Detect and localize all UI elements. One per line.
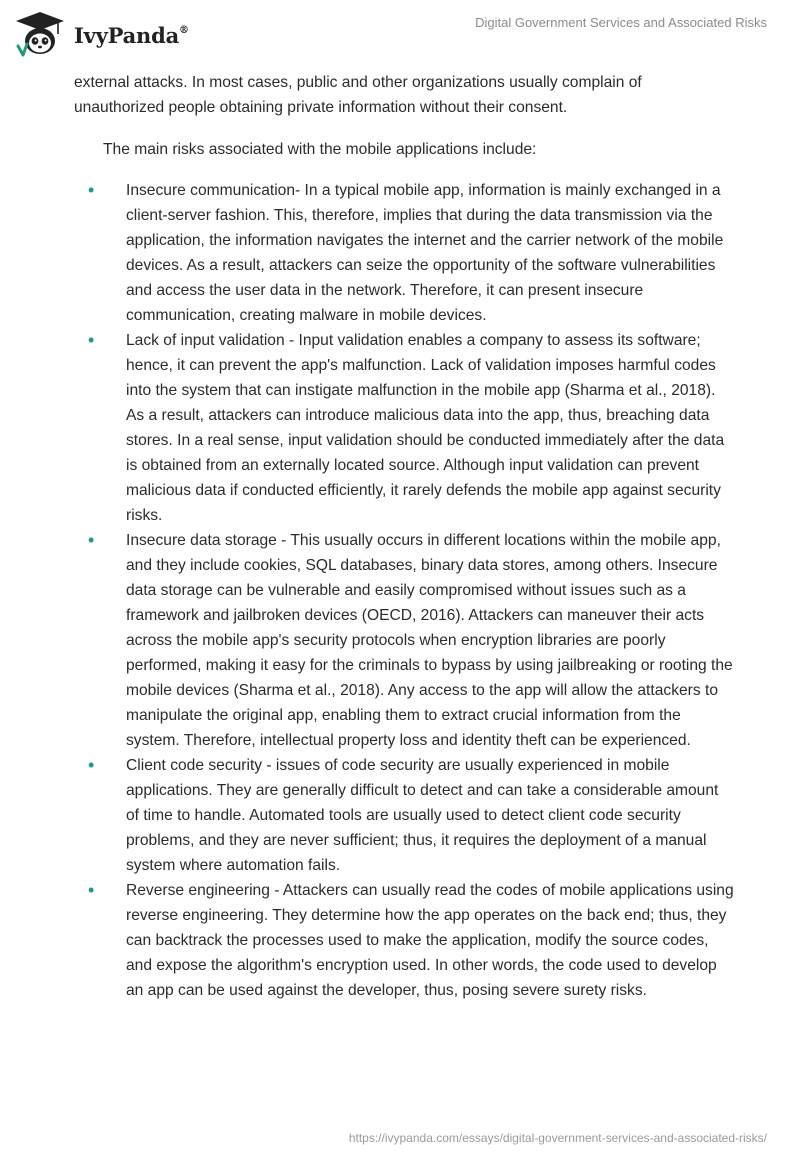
bullet-icon: • <box>88 755 95 775</box>
page-header <box>0 0 800 66</box>
bullet-icon: • <box>88 180 95 200</box>
document-title: Digital Government Services and Associated Risks <box>475 15 767 30</box>
intro-paragraph: external attacks. In most cases, public and other organizations usually complain of unauthorized people obtaining private information without their consent. <box>74 74 642 116</box>
list-item <box>74 878 734 1003</box>
brand-name: IvyPanda® <box>74 22 189 48</box>
list-item-text: Reverse engineering - Attackers can usually read the codes of mobile applications using reverse engineering. They determine how the app operates on the back end; thus, they can backtrack the processes used to make the application, modify the source codes, and expose the algorithm's encryption used. In other words, the code used to develop an app can be used against the developer, thus, posing severe surety risks. <box>126 882 734 999</box>
bullet-icon: • <box>88 880 95 900</box>
list-item <box>74 328 734 528</box>
list-item-text: Insecure data storage - This usually occurs in different locations within the mobile app, and they include cookies, SQL databases, binary data stores, among others. Insecure data storage can be vulnerable and easily compromised without issues such as a framework and jailbroken devices (OECD, 2016). Attackers can maneuver their acts across the mobile app's security protocols when encryption libraries are poorly performed, making it easy for the criminals to bypass by using jailbreaking or rooting the mobile devices (Sharma et al., 2018). Any access to the app will allow the attackers to manipulate the original app, enabling them to extract crucial information from the system. Therefore, intellectual property loss and identity theft can be experienced. <box>126 532 733 749</box>
list-item-text: Insecure communication- In a typical mobile app, information is mainly exchanged in a client-server fashion. This, therefore, implies that during the data transmission via the application, the information navigates the internet and the carrier network of the mobile devices. As a result, attackers can seize the opportunity of the software vulnerabilities and access the user data in the network. Therefore, it can present insecure communication, creating malware in mobile devices. <box>126 182 724 324</box>
essay-content <box>74 70 734 1003</box>
list-item <box>74 753 734 878</box>
bullet-icon: • <box>88 530 95 550</box>
list-item-text: Client code security - issues of code security are usually experienced in mobile applications. They are generally difficult to detect and can take a considerable amount of time to handle. Automated tools are usually used to detect client code security problems, and they are never sufficient; thus, it requires the deployment of a manual system where automation fails. <box>126 757 719 874</box>
risks-lead-sentence: The main risks associated with the mobile applications include: <box>103 141 537 158</box>
panda-graduate-icon <box>14 10 66 58</box>
list-item-text: Lack of input validation - Input validation enables a company to assess its software; hence, it can prevent the app's malfunction. Lack of validation imposes harmful codes into the system that can instigate malfunction in the mobile app (Sharma et al., 2018). As a result, attackers can introduce malicious data into the app, thus, breaching data stores. In a real sense, input validation should be conducted immediately after the data is obtained from an externally located source. Although input validation can prevent malicious data if conducted efficiently, it rarely defends the mobile app against security risks. <box>126 332 725 524</box>
source-url[interactable]: https://ivypanda.com/essays/digital-government-services-and-associated-risks/ <box>348 1131 767 1145</box>
risks-list <box>74 178 734 1003</box>
ivypanda-logo[interactable] <box>14 10 189 58</box>
list-item <box>74 528 734 753</box>
bullet-icon: • <box>88 330 95 350</box>
list-item <box>74 178 734 328</box>
registered-mark: ® <box>179 24 189 36</box>
